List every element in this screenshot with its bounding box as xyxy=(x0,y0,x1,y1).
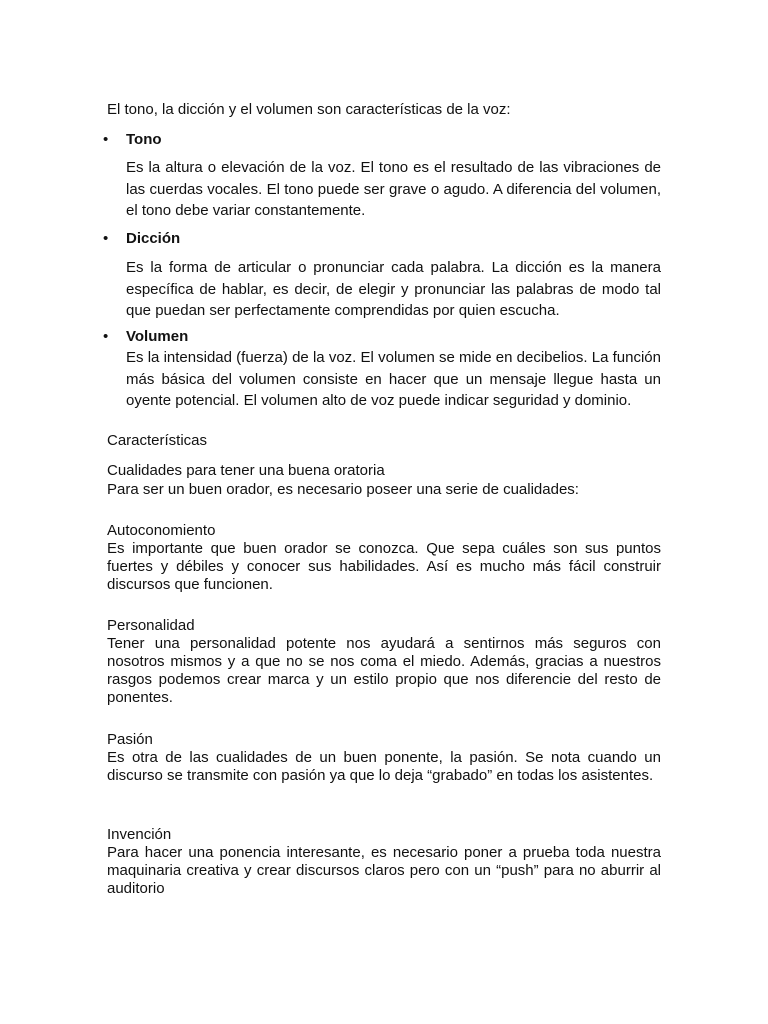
section-body: Para hacer una ponencia interesante, es necesario poner a prueba toda nuestra maquinaria creativa y crear discursos claros pero con un “push” para no aburrir al auditorio xyxy=(107,844,661,897)
bullet-dot: • xyxy=(103,328,109,345)
bullet-dot: • xyxy=(103,230,109,247)
intro-text: El tono, la dicción y el volumen son características de la voz: xyxy=(107,101,511,118)
section-personalidad xyxy=(107,617,661,707)
section-body: Tener una personalidad potente nos ayudará a sentirnos más seguros con nosotros mismos y a que no se nos coma el miedo. Además, gracias a nuestros rasgos podemos crear marca y un estilo propio que nos diferencie del resto de ponentes. xyxy=(107,635,661,706)
qualities-heading: Cualidades para tener una buena oratoria xyxy=(107,462,385,479)
bullet-title: Dicción xyxy=(126,230,181,247)
bullet-dot: • xyxy=(103,131,109,148)
section-invencion xyxy=(107,826,661,898)
section-body: Es importante que buen orador se conozca. Que sepa cuáles son sus puntos fuertes y débiles y conocer sus habilidades. Así es mucho más fácil construir discursos que funcionen. xyxy=(107,540,661,593)
bullet-body: Es la altura o elevación de la voz. El tono es el resultado de las vibraciones de las cuerdas vocales. El tono puede ser grave o agudo. A diferencia del volumen, el tono debe variar constantemente. xyxy=(126,159,661,219)
section-heading: Pasión xyxy=(107,731,153,748)
section-heading: Personalidad xyxy=(107,617,195,634)
section-heading: Invención xyxy=(107,826,172,843)
bullet-title: Tono xyxy=(126,131,162,148)
section-heading: Autoconomiento xyxy=(107,522,216,539)
bullet-title: Volumen xyxy=(126,328,189,345)
bullet-body: Es la forma de articular o pronunciar cada palabra. La dicción es la manera específica de hablar, es decir, de elegir y pronunciar las palabras de modo tal que puedan ser perfectamente comprendidas por quien escucha. xyxy=(126,259,661,319)
section-autoconocimiento xyxy=(107,522,661,594)
characteristics-label: Características xyxy=(107,432,208,449)
bullet-body: Es la intensidad (fuerza) de la voz. El volumen se mide en decibelios. La función más básica del volumen consiste en hacer que un mensaje llegue hasta un oyente potencial. El volumen alto de voz puede indicar seguridad y dominio. xyxy=(126,349,661,409)
section-pasion xyxy=(107,731,661,785)
qualities-intro: Para ser un buen orador, es necesario poseer una serie de cualidades: xyxy=(107,481,579,498)
section-body: Es otra de las cualidades de un buen ponente, la pasión. Se nota cuando un discurso se transmite con pasión ya que lo deja “grabado” en todas los asistentes. xyxy=(107,749,661,784)
